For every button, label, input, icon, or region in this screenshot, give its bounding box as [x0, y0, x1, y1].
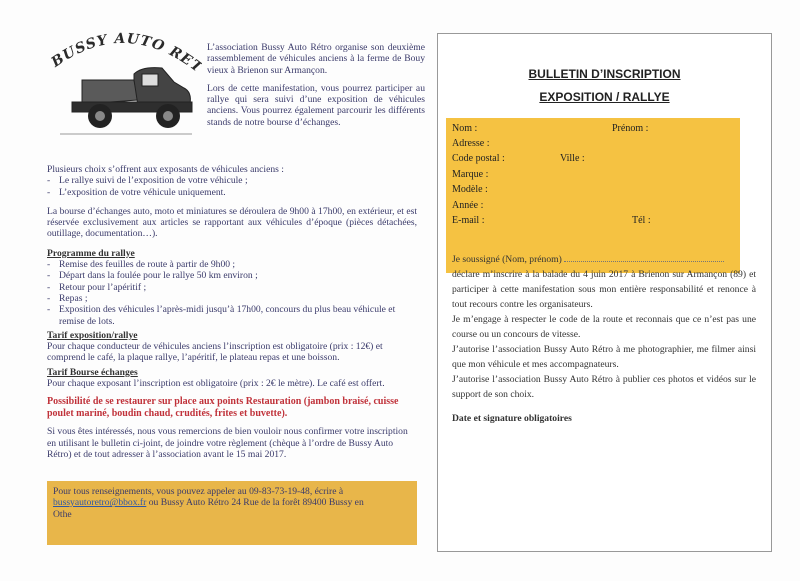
- form-title: BULLETIN D’INSCRIPTION: [528, 67, 681, 81]
- intro-paragraph-1: L’association Bussy Auto Rétro organise son deuxième rassemblement de véhicules anciens à la ferme de Bouy vieux à Brienon sur Armançon.: [207, 42, 425, 76]
- choices-list: [47, 175, 417, 198]
- declaration-line-1: Je soussigné (Nom, prénom): [452, 252, 756, 267]
- publication-authorization: J’autorise l’association Bussy Auto Rétro à publier ces photos et vidéos sur le support de son choix.: [452, 374, 756, 400]
- signature-label: Date et signature obligatoires: [452, 413, 572, 424]
- logo-text: BUSSY AUTO RE: [48, 30, 196, 71]
- intro-paragraph-2: Lors de cette manifestation, vous pourrez participer au rallye qui sera suivi d’une exposition de véhicules anciens. Vous pourrez également parcourir les différents stands de notre bourse d’échanges.: [207, 82, 425, 128]
- field-annee[interactable]: Année :: [452, 200, 484, 211]
- field-tel[interactable]: Tél :: [632, 215, 651, 226]
- field-marque[interactable]: Marque :: [452, 169, 489, 180]
- vintage-truck-logo: [42, 22, 202, 147]
- contact-email-link[interactable]: bussyautoretro@bbox.fr: [53, 497, 147, 509]
- contact-line-1: Pour tous renseignements, vous pouvez appeler au 09-83-73-19-48, écrire à: [53, 486, 344, 497]
- contact-line-3: Othe: [53, 508, 72, 520]
- list-item: - Remise des feuilles de route à partir de 9h00 ;: [47, 259, 417, 270]
- programme-list: [47, 259, 417, 327]
- tarif-bourse-text: Pour chaque exposant l’inscription est obligatoire (prix : 2€ le mètre). Le café est offert.: [47, 378, 385, 390]
- list-item: - L’exposition de votre véhicule uniquement.: [47, 187, 417, 198]
- closing-text: Si vous êtes intéressés, nous vous remercions de bien vouloir nous confirmer votre inscription en utilisant le bulletin ci-joint, de joindre votre règlement (chèque à l’ordre de Bussy Auto Rétro) et de tout adresser à l’association avant le 15 mai 2017.: [47, 426, 408, 460]
- field-code-postal[interactable]: Code postal :: [452, 153, 505, 164]
- list-item: - Exposition des véhicules l’après-midi jusqu’à 17h00, concours du plus beau véhicule et remise de lots.: [47, 304, 417, 327]
- field-email[interactable]: E-mail :: [452, 215, 485, 226]
- contact-box: [47, 481, 417, 545]
- choices-intro: Plusieurs choix s’offrent aux exposants de véhicules anciens :: [47, 164, 284, 175]
- field-modele[interactable]: Modèle :: [452, 184, 488, 195]
- tarif-bourse-title: Tarif Bourse échanges: [47, 366, 138, 378]
- list-item: - Retour pour l’apéritif ;: [47, 282, 417, 293]
- restauration-text: Possibilité de se restaurer sur place aux points Restauration (jambon braisé, cuisse poulet mariné, boudin chaud, crudités, frites et buvette).: [47, 396, 399, 420]
- list-item: - Le rallye suivi de l’exposition de votre véhicule ;: [47, 175, 417, 186]
- logo: [42, 22, 202, 147]
- bourse-text: La bourse d’échanges auto, moto et miniatures se déroulera de 9h00 à 17h00, en extérieur, et est réservée exclusivement aux articles se rapportant aux véhicules d’époque (pièces détachées, outillage, documentation…).: [47, 205, 417, 240]
- field-adresse[interactable]: Adresse :: [452, 138, 490, 149]
- form-subtitle: EXPOSITION / RALLYE: [539, 90, 670, 104]
- field-prenom[interactable]: Prénom :: [612, 123, 649, 134]
- tarif-rallye-title: Tarif exposition/rallye: [47, 329, 138, 341]
- photo-authorization: J’autorise l’association Bussy Auto Rétro à me photographier, me filmer ainsi que mon véhicule et mes accompagnateurs.: [452, 344, 756, 370]
- form-fields-box: [446, 118, 740, 273]
- list-item: - Repas ;: [47, 293, 417, 304]
- registration-form: [437, 33, 772, 552]
- contact-line-2: ou Bussy Auto Rétro 24 Rue de la forêt 89400 Bussy en: [146, 497, 364, 509]
- road-code-text: Je m’engage à respecter le code de la route et reconnais que ce n’est pas une course ou un concours de vitesse.: [452, 314, 756, 340]
- programme-title: Programme du rallye: [47, 247, 135, 259]
- svg-text:BUSSY AUTO RETRO: [42, 22, 202, 77]
- field-ville[interactable]: Ville :: [560, 153, 585, 164]
- tarif-rallye-text: Pour chaque conducteur de véhicules anciens l’inscription est obligatoire (prix : 12€) et comprend le café, la plaque rallye, l’apéritif, le plateau repas et une boisson.: [47, 341, 383, 364]
- declaration-text: déclare m’inscrire à la balade du 4 juin 2017 à Brienon sur Armançon (89) et participer à cette manifestation sous mon entière responsabilité et renonce à tout recours contre les organisateurs.: [452, 269, 756, 310]
- list-item: - Départ dans la foulée pour le rallye 50 km environ ;: [47, 270, 417, 281]
- field-nom[interactable]: Nom :: [452, 123, 478, 134]
